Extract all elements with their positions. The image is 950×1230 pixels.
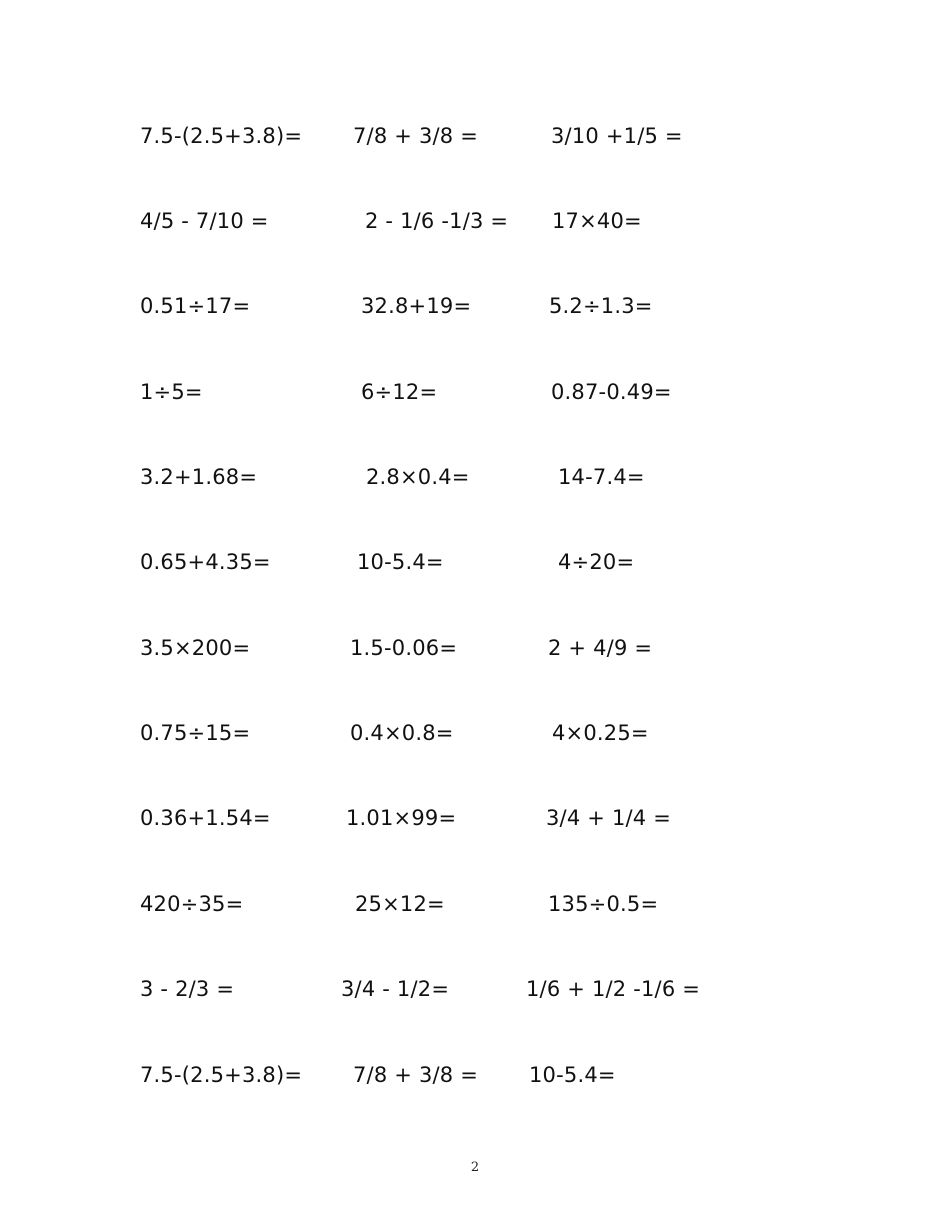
problem-r10-c1: 420÷35=	[140, 892, 244, 916]
problem-r9-c3: 3/4 + 1/4 =	[546, 806, 672, 830]
problem-r12-c2: 7/8 + 3/8 =	[353, 1063, 479, 1087]
problem-r4-c1: 1÷5=	[140, 380, 203, 404]
problem-r8-c1: 0.75÷15=	[140, 721, 251, 745]
problem-r3-c2: 32.8+19=	[361, 294, 472, 318]
problem-r10-c2: 25×12=	[355, 892, 445, 916]
problem-r12-c1: 7.5-(2.5+3.8)=	[140, 1063, 303, 1087]
problem-r10-c3: 135÷0.5=	[548, 892, 659, 916]
problem-r1-c2: 7/8 + 3/8 =	[353, 124, 479, 148]
problem-r6-c2: 10-5.4=	[357, 550, 444, 574]
problem-r5-c2: 2.8×0.4=	[366, 465, 470, 489]
problem-r5-c1: 3.2+1.68=	[140, 465, 258, 489]
problem-r6-c1: 0.65+4.35=	[140, 550, 271, 574]
problem-r8-c2: 0.4×0.8=	[350, 721, 454, 745]
problem-r4-c3: 0.87-0.49=	[551, 380, 672, 404]
problem-r6-c3: 4÷20=	[558, 550, 635, 574]
problem-r9-c1: 0.36+1.54=	[140, 806, 271, 830]
problem-r11-c2: 3/4 - 1/2=	[341, 977, 450, 1001]
problem-r1-c1: 7.5-(2.5+3.8)=	[140, 124, 303, 148]
problem-r12-c3: 10-5.4=	[529, 1063, 616, 1087]
problem-r7-c3: 2 + 4/9 =	[548, 636, 653, 660]
page-number: 2	[470, 1160, 480, 1175]
problem-r9-c2: 1.01×99=	[346, 806, 457, 830]
problem-r11-c3: 1/6 + 1/2 -1/6 =	[526, 977, 701, 1001]
problem-r1-c3: 3/10 +1/5 =	[551, 124, 683, 148]
problem-r3-c3: 5.2÷1.3=	[549, 294, 653, 318]
problem-r2-c1: 4/5 - 7/10 =	[140, 209, 269, 233]
problem-r5-c3: 14-7.4=	[558, 465, 645, 489]
problem-r2-c2: 2 - 1/6 -1/3 =	[365, 209, 509, 233]
problem-r2-c3: 17×40=	[552, 209, 642, 233]
problem-r4-c2: 6÷12=	[361, 380, 438, 404]
problem-r11-c1: 3 - 2/3 =	[140, 977, 235, 1001]
problem-r8-c3: 4×0.25=	[552, 721, 649, 745]
problem-r7-c2: 1.5-0.06=	[350, 636, 458, 660]
problem-r3-c1: 0.51÷17=	[140, 294, 251, 318]
problem-r7-c1: 3.5×200=	[140, 636, 251, 660]
